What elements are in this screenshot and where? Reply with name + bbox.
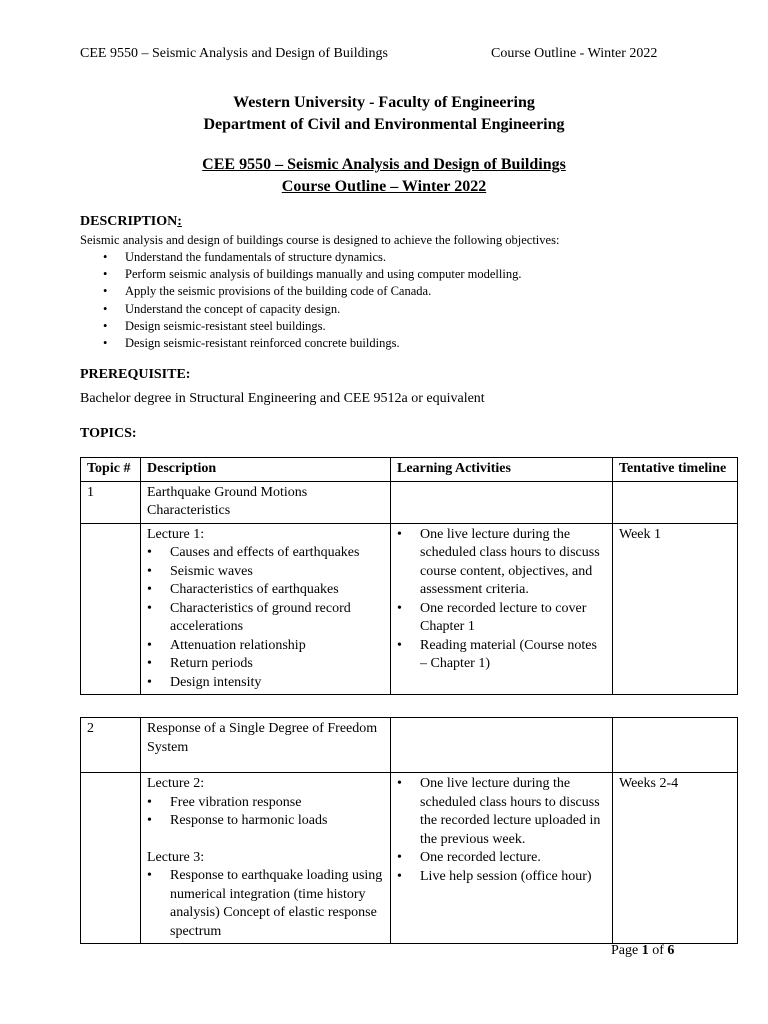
topic-number: 2 [81, 718, 141, 773]
objective-item: • Understand the fundamentals of structure dynamics. [103, 249, 521, 266]
prerequisite-text: Bachelor degree in Structural Engineering and CEE 9512a or equivalent [80, 391, 485, 406]
topics-table-1 [80, 457, 738, 695]
topic-activities [391, 773, 613, 944]
topics-table-2 [80, 717, 738, 944]
list-item: • Reading material (Course notes – Chapter 1) [397, 637, 606, 674]
lecture-label: Lecture 1: [147, 526, 205, 542]
description-heading [80, 214, 182, 230]
running-header-term: Course Outline - Winter 2022 [491, 46, 658, 61]
university-title: Western University - Faculty of Engineering [233, 94, 535, 111]
list-item: • Design intensity [147, 674, 384, 693]
description-heading-colon: : [177, 214, 182, 229]
empty-cell [391, 481, 613, 523]
running-header-course: CEE 9550 – Seismic Analysis and Design of Buildings [80, 46, 388, 61]
empty-cell [613, 481, 738, 523]
list-item: • Live help session (office hour) [397, 868, 606, 887]
list-item: • Seismic waves [147, 563, 384, 582]
page-current: 1 [641, 943, 649, 958]
activities-list [397, 775, 606, 886]
topic-lectures [141, 773, 391, 944]
page-of: of [652, 943, 664, 958]
list-item: • Attenuation relationship [147, 637, 384, 656]
empty-cell [81, 773, 141, 944]
list-item: • Characteristics of earthquakes [147, 581, 384, 600]
topic-activities [391, 523, 613, 695]
prerequisite-heading: PREREQUISITE: [80, 367, 191, 382]
list-item: • One recorded lecture. [397, 849, 606, 868]
empty-cell [391, 718, 613, 773]
list-item: • One live lecture during the scheduled class hours to discuss the recorded lecture uploaded in the previous week. [397, 775, 606, 849]
topics-heading: TOPICS: [80, 426, 137, 441]
page-label: Page [611, 943, 639, 958]
description-heading-text: DESCRIPTION [80, 214, 178, 229]
objective-item: • Apply the seismic provisions of the building code of Canada. [103, 283, 521, 300]
lecture-items [147, 794, 384, 831]
column-header-activities: Learning Activities [391, 458, 613, 482]
topic-timeline: Weeks 2-4 [613, 773, 738, 944]
activities-list [397, 526, 606, 674]
table-row [81, 718, 738, 773]
objectives-list [103, 249, 521, 352]
topic-number: 1 [81, 481, 141, 523]
table-row [81, 523, 738, 695]
topic-title: Response of a Single Degree of Freedom System [141, 718, 391, 773]
objective-item: • Perform seismic analysis of buildings manually and using computer modelling. [103, 266, 521, 283]
objective-item: • Understand the concept of capacity design. [103, 301, 521, 318]
topic-timeline: Week 1 [613, 523, 738, 695]
column-header-topic: Topic # [81, 458, 141, 482]
page-total: 6 [667, 943, 675, 958]
table-row [81, 773, 738, 944]
list-item: • Return periods [147, 655, 384, 674]
department-title: Department of Civil and Environmental Engineering [203, 116, 565, 133]
description-intro: Seismic analysis and design of buildings course is designed to achieve the following objectives: [80, 233, 560, 247]
objective-item: • Design seismic-resistant reinforced concrete buildings. [103, 335, 521, 352]
topic-title: Earthquake Ground Motions Characteristics [141, 481, 391, 523]
list-item: • Free vibration response [147, 794, 384, 813]
list-item: • Characteristics of ground record accelerations [147, 600, 384, 637]
lecture-items [147, 544, 384, 692]
list-item: • Response to earthquake loading using numerical integration (time history analysis) Concept of elastic response spectrum [147, 867, 384, 941]
page-number [611, 943, 674, 959]
course-title: CEE 9550 – Seismic Analysis and Design of Buildings [202, 156, 566, 173]
table-header-row [81, 458, 738, 482]
outline-title: Course Outline – Winter 2022 [281, 178, 487, 195]
lecture-label: Lecture 2: [147, 776, 205, 791]
column-header-timeline: Tentative timeline [613, 458, 738, 482]
empty-cell [81, 523, 141, 695]
list-item: • One live lecture during the scheduled class hours to discuss course content, objectives, and assessment criteria. [397, 526, 606, 600]
list-item: • Response to harmonic loads [147, 812, 384, 831]
objective-item: • Design seismic-resistant steel buildings. [103, 318, 521, 335]
topic-lectures [141, 523, 391, 695]
list-item: • Causes and effects of earthquakes [147, 544, 384, 563]
course-title-line [0, 156, 768, 174]
table-row [81, 481, 738, 523]
column-header-description: Description [141, 458, 391, 482]
empty-cell [613, 718, 738, 773]
lecture-label: Lecture 3: [147, 849, 205, 865]
outline-title-line [0, 178, 768, 196]
list-item: • One recorded lecture to cover Chapter 1 [397, 600, 606, 637]
lecture-items [147, 867, 384, 941]
